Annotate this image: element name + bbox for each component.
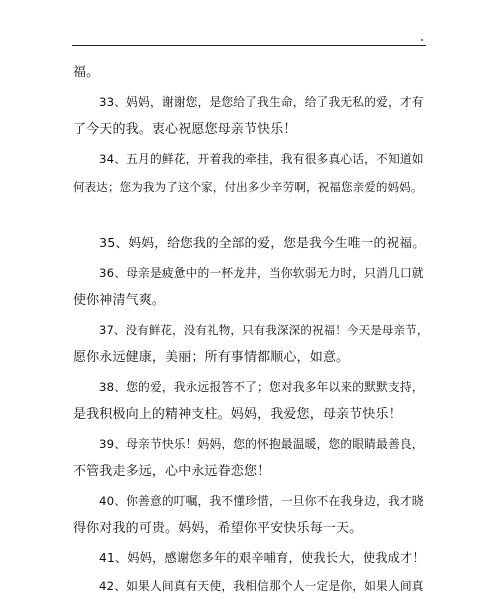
text-line: 36、母亲是疲惫中的一杯龙井，当你软弱无力时，只消几口就 [99, 265, 424, 280]
blank-line [73, 202, 429, 231]
text-line: 得你对我的可贵。妈妈，希望你平安快乐每一天。 [73, 521, 363, 536]
text-line: 35、妈妈，给您我的全部的爱，您是我今生唯一的祝福。 [99, 236, 426, 251]
text-line: 41、妈妈，感谢您多年的艰辛哺育，使我长大，使我成才！ [99, 550, 425, 565]
document-body [73, 59, 429, 601]
text-line: 福。 [73, 65, 100, 80]
text-line: 使你神清气爽。 [73, 293, 166, 308]
text-line: 34、五月的鲜花，开着我的牵挂，我有很多真心话，不知道如 [99, 151, 424, 166]
text-line: 是我积极向上的精神支柱。妈妈，我爱您，母亲节快乐！ [73, 407, 402, 422]
text-line: 42、如果人间真有天使，我相信那个人一定是你，如果人间真 [99, 579, 424, 593]
header-rule [72, 45, 426, 46]
text-line: 40、你善意的叮嘱，我不懂珍惜，一旦你不在我身边，我才晓 [99, 493, 424, 508]
text-line: 33、妈妈，谢谢您，是您给了我生命，给了我无私的爱，才有 [99, 94, 424, 109]
text-line: 何表达；您为我为了这个家，付出多少辛劳啊，祝福您亲爱的妈妈。 [73, 180, 423, 194]
text-line: 不管我走多远，心中永远眷恋您！ [73, 464, 271, 479]
text-line: 愿你永远健康，美丽；所有事情都顺心，如意。 [73, 350, 350, 365]
text-line: 了今天的我。衷心祝愿您母亲节快乐！ [73, 122, 297, 137]
text-line: 39、母亲节快乐！妈妈，您的怀抱最温暖，您的眼睛最善良， [99, 436, 424, 451]
text-line: 37、没有鲜花，没有礼物，只有我深深的祝福！今天是母亲节， [99, 322, 429, 337]
header-mark [421, 39, 423, 41]
text-line: 38、您的爱，我永远报答不了；您对我多年以来的默默支持， [99, 379, 424, 394]
